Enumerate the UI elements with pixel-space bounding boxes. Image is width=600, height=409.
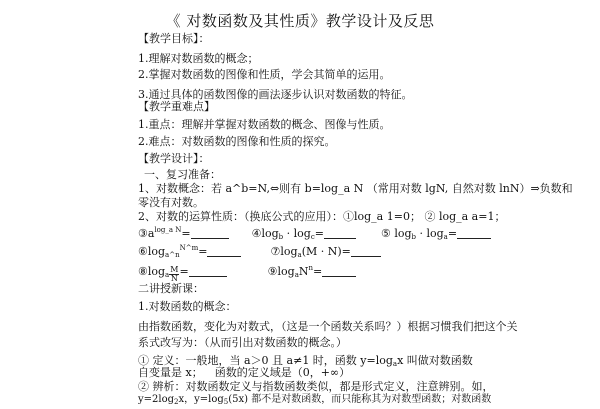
review-item-1: 1、对数概念：若 a^b=N,⇔则有 b=log_a N （常用对数 lgN, 自然对数 lnN）⇒负数和 <box>138 182 573 195</box>
formula-row-a <box>138 224 491 244</box>
answer-blank[interactable] <box>457 227 491 239</box>
denominator: N <box>170 274 178 283</box>
formula-row-b: $⑥\log_{a\^{}n}^{N\^{}m}=$ $⑦\log_a(M \cdot N)=$ <box>138 242 381 262</box>
definition-text: ① 定义：一般地，当 a＞0 且 a≠1 时，函数 y=log <box>138 354 393 367</box>
superscript: N^m <box>179 244 199 252</box>
variable-text: 自变量是 x； <box>138 366 203 379</box>
formula-eq: = <box>447 227 458 240</box>
discussion-line-2: $y=2\log_2x$，$y=\log_5(5x)$ 都不是对数函数，而只能称其为对数型函数；对数函数 <box>138 394 492 406</box>
formula-num-8: ⑧log <box>138 265 166 278</box>
answer-blank[interactable] <box>322 265 356 277</box>
formula-exponent: log_a N <box>154 226 182 234</box>
definition-line-2 <box>138 366 350 379</box>
review-heading: 一、复习准备： <box>144 168 221 181</box>
formula-text: · log <box>416 227 444 240</box>
formula-eq: = <box>313 265 323 278</box>
key-point-1: 1.重点：理解并掌握对数函数的概念、图像与性质。 <box>138 118 391 131</box>
subscript: b <box>411 233 416 241</box>
goal-1: 1.理解对数函数的概念； <box>138 52 259 65</box>
answer-blank[interactable] <box>324 227 356 239</box>
answer-blank[interactable] <box>351 245 381 257</box>
discussion-line-1: ② 辨析：对数函数定义与指数函数类似，都是形式定义，注意辨别。如， <box>138 380 494 393</box>
formula-eq: = <box>198 245 208 258</box>
formula-row-c: $⑧\log_a$ $\frac{M}{N}$ = $⑨\log_aN^n=$ <box>138 262 356 283</box>
formula-text: N <box>298 265 309 278</box>
formula-eq: = <box>179 265 189 278</box>
formula-text: · log <box>283 227 311 240</box>
subscript: a^n <box>165 251 180 259</box>
formula-eq: = <box>181 227 191 240</box>
formula-base: a <box>147 227 155 240</box>
new-lesson-heading: 二讲授新课： <box>138 282 204 295</box>
review-item-1-cont: 零没有对数。 <box>138 196 204 209</box>
definition-text: x 叫做对数函数 <box>397 354 473 367</box>
superscript: n <box>308 264 314 272</box>
formula-num-4: ④log <box>251 227 279 240</box>
review-item-2: 2、对数的运算性质：（换底公式的应用）：①log_a 1=0； ② log_a a=1； <box>138 210 506 223</box>
formula-num-7: ⑦log <box>270 245 298 258</box>
formula-num-9: ⑨log <box>267 265 295 278</box>
answer-blank[interactable] <box>189 265 227 277</box>
key-point-2: 2.难点：对数函数的图像和性质的探究。 <box>138 135 336 148</box>
numerator: M <box>170 265 179 274</box>
domain-text: 函数的定义域是（0，+∞） <box>214 366 351 379</box>
discussion-text: y=2log <box>138 394 175 405</box>
formula-num-3: ③ <box>138 227 148 240</box>
definition-line-1: ① 定义：一般地，当 a＞0 且 a≠1 时，函数 $y=\log_ax$ 叫做对数函数 <box>138 354 473 368</box>
concept-heading: 1.对数函数的概念： <box>138 300 237 313</box>
subscript: c <box>310 233 315 241</box>
fraction <box>169 266 179 283</box>
formula-num-6: ⑥log <box>138 245 166 258</box>
discussion-text: x，y=log <box>178 394 224 405</box>
intro-line-2: 系式改写为：（从而引出对数函数的概念。） <box>138 336 347 349</box>
intro-line-1: 由指数函数，变化为对数式，（这是一个函数关系吗？）根据习惯我们把这个关 <box>138 320 518 333</box>
formula-text: (M · N)= <box>301 245 351 258</box>
subscript: a <box>443 233 448 241</box>
subscript: b <box>278 233 284 241</box>
goals-heading: 【教学目标】： <box>138 32 210 45</box>
design-heading: 【教学设计】： <box>138 152 210 165</box>
formula-num-5: ⑤ log <box>380 227 412 240</box>
formula-eq: = <box>314 227 324 240</box>
goal-2: 2.掌握对数函数的图像和性质，学会其简单的运用。 <box>138 68 391 81</box>
goal-3: 3.通过具体的函数图像的画法逐步认识对数函数的特征。 <box>138 88 413 101</box>
answer-blank[interactable] <box>191 227 229 239</box>
answer-blank[interactable] <box>207 245 241 257</box>
discussion-text: (5x) 都不是对数函数，而只能称其为对数型函数；对数函数 <box>228 394 492 405</box>
key-heading: 【教学重难点】 <box>138 100 215 113</box>
document-title: 《 对数函数及其性质》教学设计及反思 <box>165 12 435 30</box>
